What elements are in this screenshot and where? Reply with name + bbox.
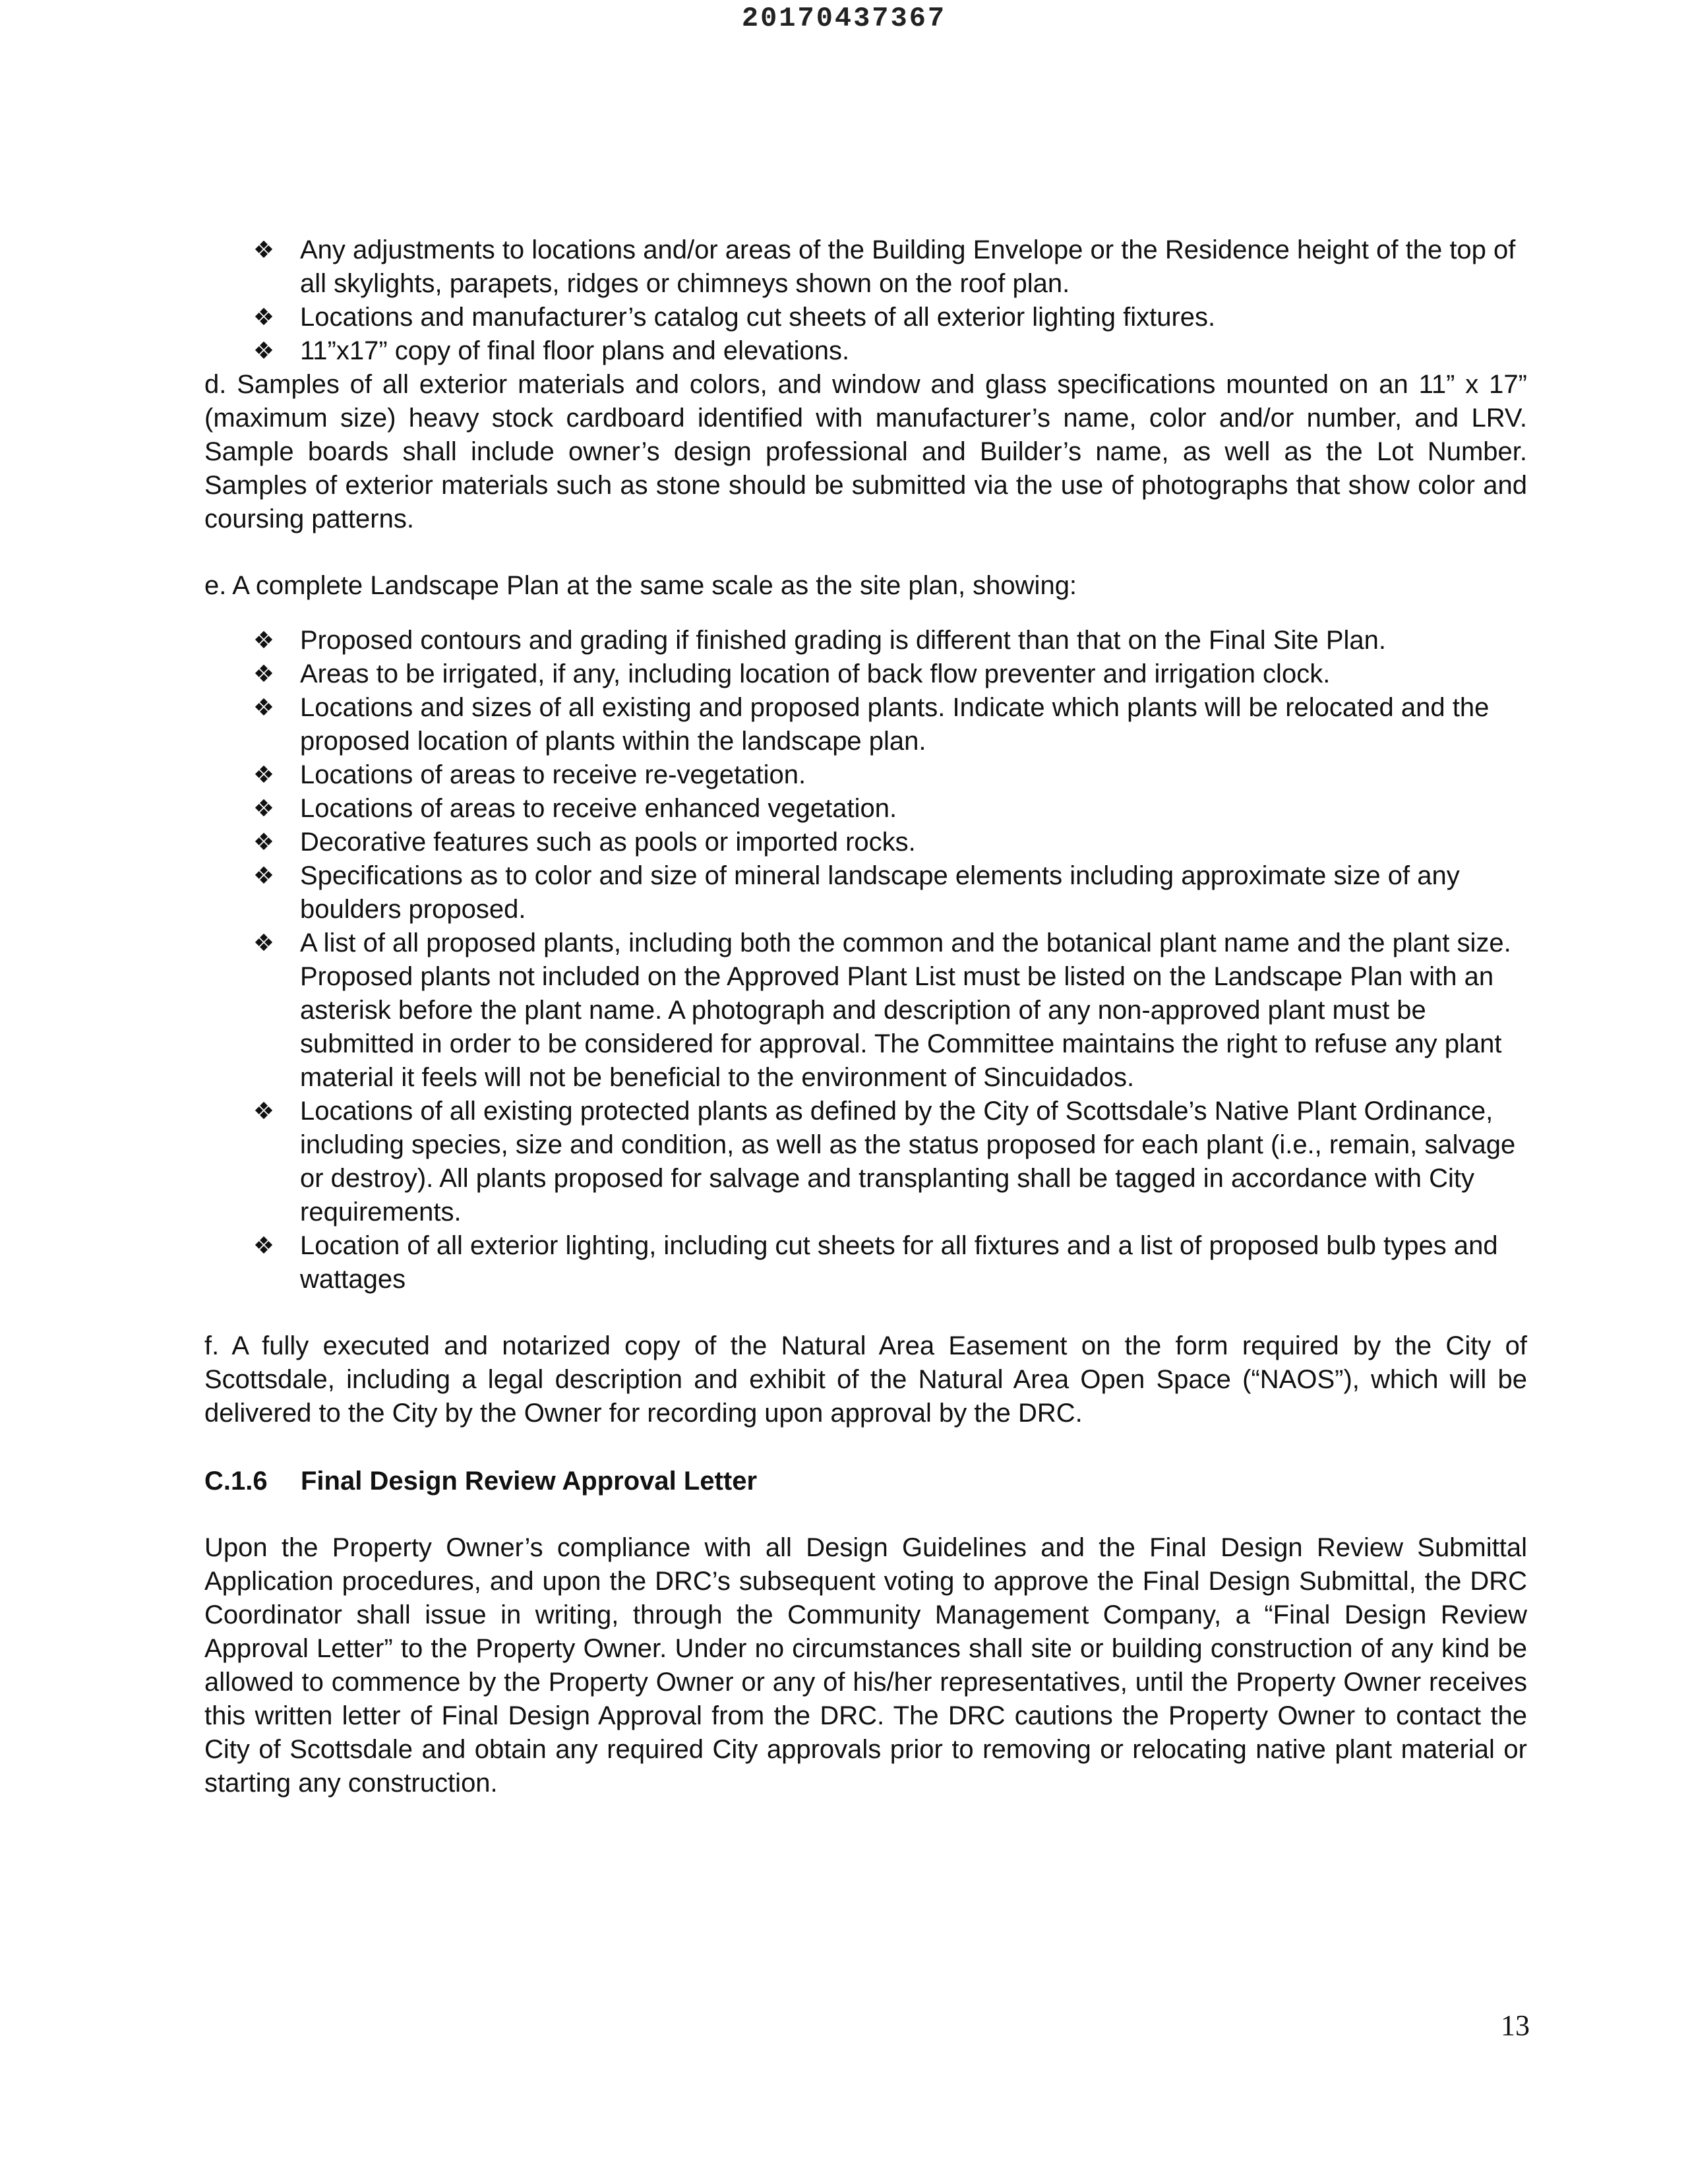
list-item-text: Specifications as to color and size of mineral landscape elements including approximate size of any boulders proposed. xyxy=(300,861,1460,924)
bullet-diamond-icon: ❖ xyxy=(253,338,275,365)
list-item-text: A list of all proposed plants, including both the common and the botanical plant name and the plant size. Proposed plants not included on the Approved Plant List must be listed on the Landscape Plan with an asterisk before the plant name. A photograph and description of any non-approved plant must be submitted in order to be considered for approval. The Committee maintains the right to refuse any plant material it feels will not be beneficial to the environment of Sincuidados. xyxy=(300,928,1511,1092)
bullet-diamond-icon: ❖ xyxy=(253,661,275,688)
section-body: Upon the Property Owner’s compliance with all Design Guidelines and the Final Design Review Submittal Application procedures, and upon the DRC’s subsequent voting to approve the Final Design Submittal, the DRC Coordinator shall issue in writing, through the Community Management Company, a “Final Design Review Approval Letter” to the Property Owner. Under no circumstances shall site or building construction of any kind be allowed to commence by the Property Owner or any of his/her representatives, until the Property Owner receives this written letter of Final Design Approval from the DRC. The DRC cautions the Property Owner to contact the City of Scottsdale and obtain any required City approvals prior to removing or relocating native plant material or starting any construction. xyxy=(204,1533,1527,1798)
submittal-list-c xyxy=(204,233,1527,368)
bullet-diamond-icon: ❖ xyxy=(253,237,275,264)
list-item xyxy=(253,926,1527,1095)
list-item-text: Locations and manufacturer’s catalog cut sheets of all exterior lighting fixtures. xyxy=(300,303,1216,332)
list-item-text: Locations of all existing protected plants as defined by the City of Scottsdale’s Native Plant Ordinance, including species, size and condition, as well as the status proposed for each plant (i.e., remain, salvage or destroy). All plants proposed for salvage and transplanting shall be tagged in accordance with City requirements. xyxy=(300,1097,1516,1227)
bullet-diamond-icon: ❖ xyxy=(253,1232,275,1259)
section-number: C.1.6 xyxy=(204,1467,268,1496)
paragraph-e-landscape-plan: e. A complete Landscape Plan at the same scale as the site plan, showing: xyxy=(204,571,1077,600)
list-item-text: Areas to be irrigated, if any, including location of back flow preventer and irrigation clock. xyxy=(300,659,1331,688)
bullet-diamond-icon: ❖ xyxy=(253,795,275,822)
list-item-text: Decorative features such as pools or imported rocks. xyxy=(300,828,916,857)
bullet-diamond-icon: ❖ xyxy=(253,694,275,721)
list-item xyxy=(253,1229,1527,1296)
list-item xyxy=(253,859,1527,926)
list-item xyxy=(253,657,1527,691)
page-content xyxy=(204,233,1527,1800)
paragraph-d-samples: d. Samples of all exterior materials and colors, and window and glass specifications mounted on an 11” x 17” (maximum size) heavy stock cardboard identified with manufacturer’s name, color and/or number, and LRV. Sample boards shall include owner’s design professional and Builder’s name, as well as the Lot Number. Samples of exterior materials such as stone should be submitted via the use of photographs that show color and coursing patterns. xyxy=(204,370,1527,533)
landscape-plan-list xyxy=(204,624,1527,1296)
list-item-text: Locations and sizes of all existing and proposed plants. Indicate which plants will be relocated and the proposed location of plants within the landscape plan. xyxy=(300,693,1490,756)
list-item xyxy=(253,233,1527,301)
list-item xyxy=(253,624,1527,657)
bullet-diamond-icon: ❖ xyxy=(253,627,275,654)
bullet-diamond-icon: ❖ xyxy=(253,829,275,856)
list-item xyxy=(253,691,1527,758)
list-item-text: Any adjustments to locations and/or areas of the Building Envelope or the Residence height of the top of all skylights, parapets, ridges or chimneys shown on the roof plan. xyxy=(300,235,1516,298)
bullet-diamond-icon: ❖ xyxy=(253,304,275,331)
section-title: Final Design Review Approval Letter xyxy=(301,1467,758,1496)
list-item xyxy=(253,334,1527,368)
paragraph-f-natural-area-easement: f. A fully executed and notarized copy of the Natural Area Easement on the form required by the City of Scottsdale, including a legal description and exhibit of the Natural Area Open Space (“NAOS”), which will be delivered to the City by the Owner for recording upon approval by the DRC. xyxy=(204,1331,1527,1428)
list-item-text: Location of all exterior lighting, including cut sheets for all fixtures and a list of proposed bulb types and wattages xyxy=(300,1231,1498,1294)
list-item xyxy=(253,826,1527,859)
list-item-text: 11”x17” copy of final floor plans and elevations. xyxy=(300,336,850,365)
page-number: 13 xyxy=(1501,2009,1530,2042)
list-item xyxy=(253,1095,1527,1229)
list-item-text: Locations of areas to receive re-vegetation. xyxy=(300,760,806,789)
document-number: 20170437367 xyxy=(741,3,947,34)
list-item-text: Proposed contours and grading if finished grading is different than that on the Final Site Plan. xyxy=(300,626,1386,655)
bullet-diamond-icon: ❖ xyxy=(253,762,275,789)
bullet-diamond-icon: ❖ xyxy=(253,1098,275,1125)
list-item-text: Locations of areas to receive enhanced vegetation. xyxy=(300,794,897,823)
bullet-diamond-icon: ❖ xyxy=(253,930,275,957)
list-item xyxy=(253,301,1527,334)
section-heading xyxy=(204,1465,1527,1498)
list-item xyxy=(253,792,1527,826)
bullet-diamond-icon: ❖ xyxy=(253,863,275,890)
list-item xyxy=(253,758,1527,792)
